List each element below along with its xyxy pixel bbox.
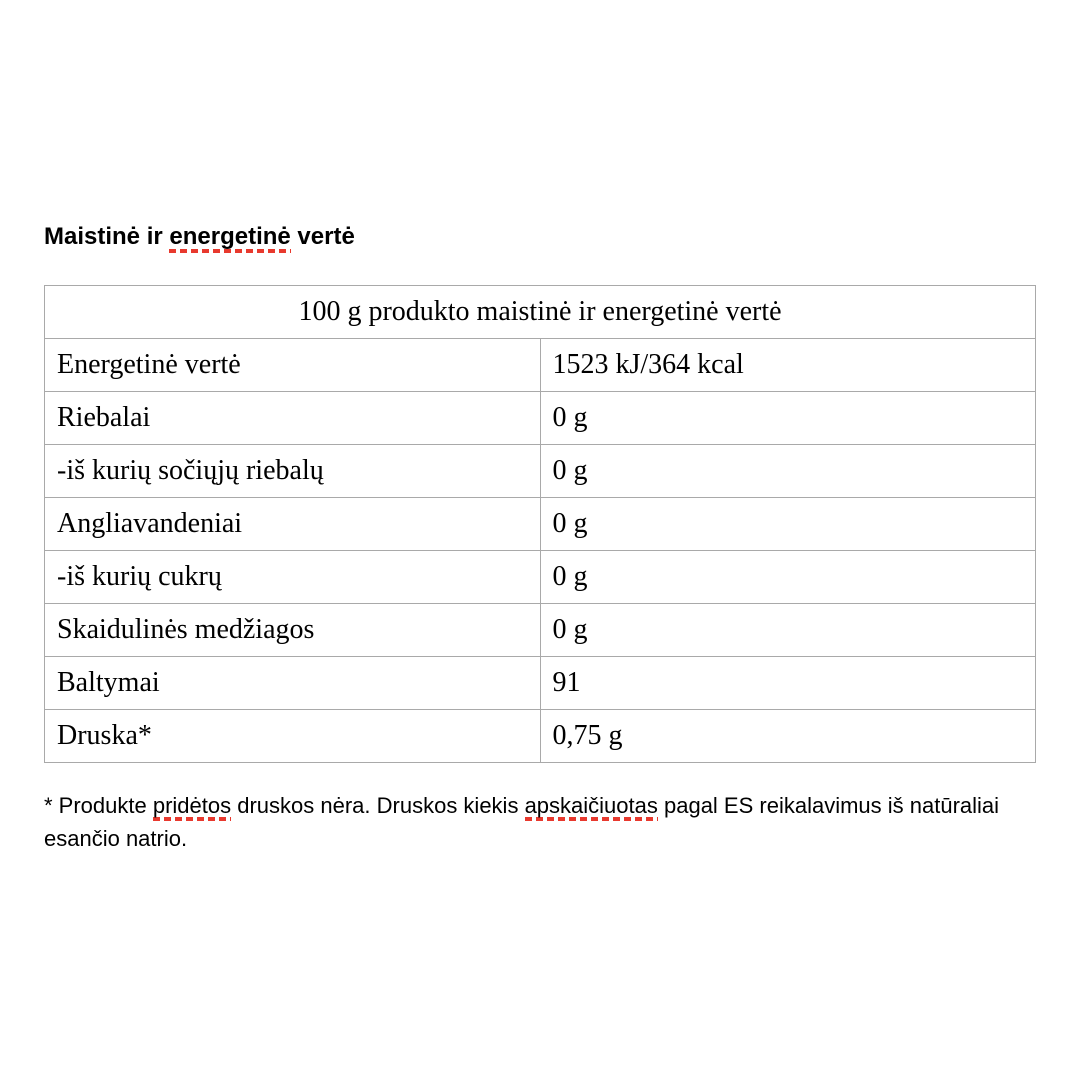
row-value: 91	[540, 657, 1036, 710]
row-label: Druska*	[45, 710, 541, 763]
row-value: 0 g	[540, 498, 1036, 551]
table-body	[45, 339, 1036, 763]
row-label: -iš kurių sočiųjų riebalų	[45, 445, 541, 498]
row-label: Skaidulinės medžiagos	[45, 604, 541, 657]
row-value: 1523 kJ/364 kcal	[540, 339, 1036, 392]
nutrition-table	[44, 285, 1036, 763]
table-row	[45, 551, 1036, 604]
row-value: 0,75 g	[540, 710, 1036, 763]
table-row	[45, 498, 1036, 551]
footnote-text-mid: druskos nėra. Druskos kiekis	[231, 793, 525, 818]
footnote-text-end: pagal ES reikalavimus iš natūraliai esančio natrio.	[44, 793, 1000, 851]
footnote-text: * Produkte	[44, 793, 153, 818]
page-title-text-end: vertė	[290, 223, 355, 250]
table-row	[45, 657, 1036, 710]
page-title-misspelled-word: energetinė	[169, 223, 290, 253]
table-row	[45, 339, 1036, 392]
footnote	[44, 789, 1036, 855]
table-row	[45, 392, 1036, 445]
page-title	[44, 222, 1036, 252]
row-value: 0 g	[540, 604, 1036, 657]
table-header-row	[45, 286, 1036, 339]
footnote-misspelled-word-2: apskaičiuotas	[525, 793, 658, 821]
row-label: Riebalai	[45, 392, 541, 445]
row-label: Baltymai	[45, 657, 541, 710]
table-row	[45, 710, 1036, 763]
row-label: -iš kurių cukrų	[45, 551, 541, 604]
table-row	[45, 604, 1036, 657]
footnote-misspelled-word-1: pridėtos	[153, 793, 231, 821]
table-row	[45, 445, 1036, 498]
row-value: 0 g	[540, 392, 1036, 445]
row-label: Energetinė vertė	[45, 339, 541, 392]
row-value: 0 g	[540, 445, 1036, 498]
row-label: Angliavandeniai	[45, 498, 541, 551]
table-header-cell: 100 g produkto maistinė ir energetinė vertė	[45, 286, 1036, 339]
row-value: 0 g	[540, 551, 1036, 604]
page-title-text: Maistinė ir	[44, 223, 170, 250]
